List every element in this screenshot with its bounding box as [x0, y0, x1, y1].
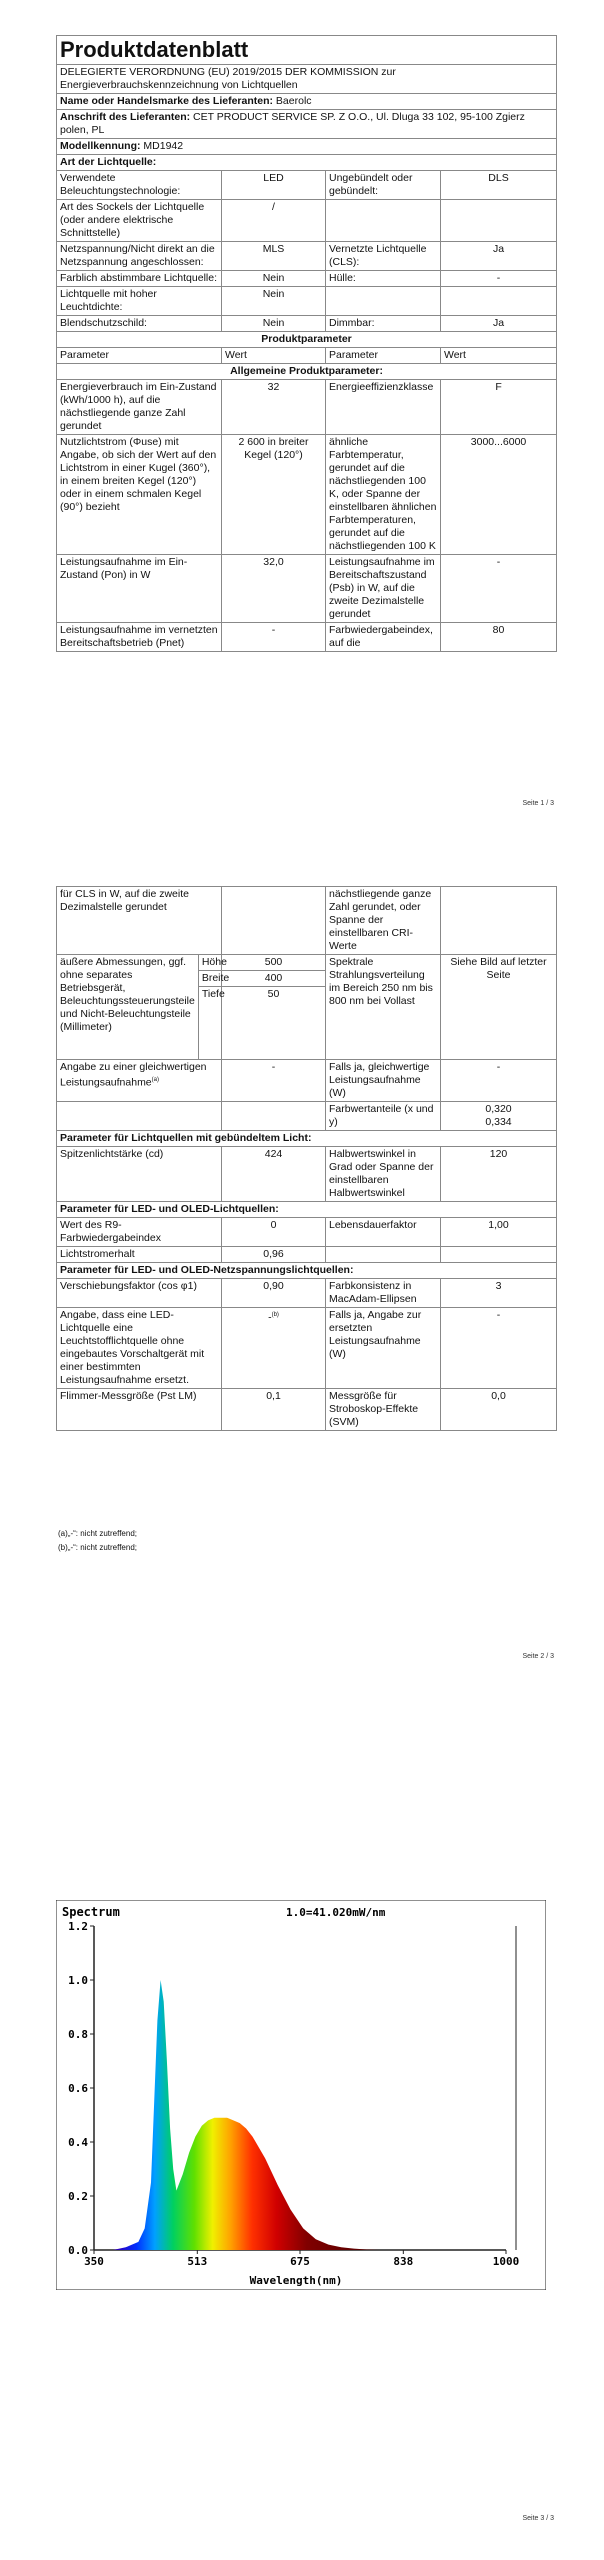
param-value: 424: [222, 1147, 326, 1202]
param-label-text: Angabe zu einer gleichwertigen Leistungsaufnahme: [60, 1061, 207, 1089]
param-label: Nutzlichtstrom (Φuse) mit Angabe, ob sich der Wert auf den Lichtstrom in einer Kugel (360°), in einem breiten Kegel (120°) oder in einem schmalen Kegel (90°) bezieht: [57, 435, 222, 555]
param-label: Verwendete Beleuchtungstechnologie:: [57, 171, 222, 200]
param-label: Lichtstromerhalt: [57, 1247, 222, 1263]
param-label: Dimmbar:: [326, 316, 441, 332]
x-tick-label: 1000: [492, 2255, 520, 2268]
param-label: Leistungsaufnahme im vernetzten Bereitschaftsbetrieb (Pnet): [57, 623, 222, 652]
param-label: Leistungsaufnahme im Ein-Zustand (Pon) in W: [57, 555, 222, 623]
chromaticity-y: 0,334: [485, 1116, 512, 1128]
y-tick-label: 0.4: [68, 2136, 88, 2149]
x-tick-label: 675: [290, 2255, 310, 2268]
table-row: [57, 435, 557, 555]
page-title: Produktdatenblatt: [57, 36, 557, 65]
param-label: [57, 1060, 222, 1102]
x-tick-label: 513: [187, 2255, 208, 2268]
param-label: Farbkonsistenz in MacAdam-Ellipsen: [326, 1279, 441, 1308]
table-row: [57, 555, 557, 623]
column-header: Parameter: [326, 348, 441, 364]
supplier-address-row: [57, 110, 557, 139]
param-value: [441, 287, 557, 316]
param-value: -: [441, 555, 557, 623]
param-value: F: [441, 380, 557, 435]
param-value: -: [222, 623, 326, 652]
model-id: MD1942: [143, 140, 184, 152]
y-tick-label: 1.0: [68, 1974, 88, 1987]
supplier-address-label: Anschrift des Lieferanten:: [60, 111, 191, 123]
chromaticity-x: 0,320: [485, 1103, 512, 1115]
footnote-ref: (a): [151, 1077, 159, 1083]
param-value: 0,96: [222, 1247, 326, 1263]
param-label: nächstliegende ganze Zahl gerundet, oder Spanne der einstellbaren CRI-Werte: [326, 887, 441, 955]
param-label: Halbwertswinkel in Grad oder Spanne der einstellbaren Halbwertswinkel: [326, 1147, 441, 1202]
param-value: Nein: [222, 316, 326, 332]
column-header: Wert: [441, 348, 557, 364]
table-row: [57, 242, 557, 271]
dimensions-label: äußere Abmessungen, ggf. ohne separates Betriebsgerät, Beleuchtungssteuerungsteile und Nicht-Beleuchtungsteile (Millimeter): [57, 955, 198, 1059]
param-value: /: [222, 200, 326, 242]
param-value: DLS: [441, 171, 557, 200]
param-value: Ja: [441, 242, 557, 271]
param-label: Spitzenlichtstärke (cd): [57, 1147, 222, 1202]
x-tick-label: 838: [393, 2255, 414, 2268]
table-header-row: [57, 348, 557, 364]
page-footer: Seite 1 / 3: [522, 800, 554, 807]
y-tick-label: 0.2: [68, 2190, 88, 2203]
page-footer: Seite 2 / 3: [522, 1653, 554, 1660]
empty-cell: [441, 1247, 557, 1263]
param-value: 32: [222, 380, 326, 435]
param-label: Leistungsaufnahme im Bereitschaftszustand (Psb) in W, auf die zweite Dezimalstelle gerundet: [326, 555, 441, 623]
param-label: Spektrale Strahlungsverteilung im Bereich 250 nm bis 800 nm bei Vollast: [326, 955, 441, 1060]
param-value: [441, 887, 557, 955]
param-value: 0,0: [441, 1389, 557, 1431]
regulation-subtitle: DELEGIERTE VERORDNUNG (EU) 2019/2015 DER KOMMISSION zur Energieverbrauchskennzeichnung von Lichtquellen: [57, 65, 557, 94]
param-value: 0: [222, 1218, 326, 1247]
param-value: 3: [441, 1279, 557, 1308]
dim-key: Tiefe: [201, 988, 225, 1000]
param-value: -: [441, 1308, 557, 1389]
column-header: Parameter: [57, 348, 222, 364]
spectrum-chart: [56, 1900, 546, 2290]
param-label: Falls ja, Angabe zur ersetzten Leistungsaufnahme (W): [326, 1308, 441, 1389]
section-heading: Parameter für Lichtquellen mit gebündeltem Licht:: [57, 1131, 557, 1147]
table-row: [57, 1218, 557, 1247]
param-value: MLS: [222, 242, 326, 271]
param-value: -: [222, 1060, 326, 1102]
footnote-b: (b)„-“: nicht zutreffend;: [58, 1543, 137, 1552]
section-heading: Parameter für LED- und OLED-Lichtquellen:: [57, 1202, 557, 1218]
dim-value: 500: [222, 955, 325, 971]
param-label: Farbwiedergabeindex, auf die: [326, 623, 441, 652]
param-label: Energieverbrauch im Ein-Zustand (kWh/1000 h), auf die nächstliegende ganze Zahl gerundet: [57, 380, 222, 435]
dim-value: 400: [222, 971, 325, 987]
param-label: Energieeffizienzklasse: [326, 380, 441, 435]
param-label: Farblich abstimmbare Lichtquelle:: [57, 271, 222, 287]
param-value: [222, 887, 326, 955]
param-label: [326, 200, 441, 242]
param-value: Nein: [222, 287, 326, 316]
table-row: [57, 1247, 557, 1263]
param-value: 80: [441, 623, 557, 652]
table-row: [57, 1389, 557, 1431]
light-source-type-heading: Art der Lichtquelle:: [57, 155, 557, 171]
param-label: Hülle:: [326, 271, 441, 287]
x-tick-label: 350: [84, 2255, 104, 2268]
dimensions-row: [57, 955, 557, 1060]
dim-value: 50: [267, 988, 280, 1000]
param-value: Ja: [441, 316, 557, 332]
model-label: Modellkennung:: [60, 140, 141, 152]
table-row: [57, 1147, 557, 1202]
param-label: Lebensdauerfaktor: [326, 1218, 441, 1247]
supplier-name-row: [57, 94, 557, 110]
param-value-text: -: [268, 1311, 272, 1324]
table-row: [57, 271, 557, 287]
table-row: [57, 1060, 557, 1102]
table-row: [57, 316, 557, 332]
param-value: 120: [441, 1147, 557, 1202]
param-label: Wert des R9-Farbwiedergabeindex: [57, 1218, 222, 1247]
param-label: Messgröße für Stroboskop-Effekte (SVM): [326, 1389, 441, 1431]
dimensions-cell: [57, 955, 230, 1060]
dim-key: Höhe: [198, 955, 232, 971]
param-label: Netzspannung/Nicht direkt an die Netzspannung angeschlossen:: [57, 242, 222, 271]
footnote-a: (a)„-“: nicht zutreffend;: [58, 1529, 137, 1538]
param-value: -: [441, 271, 557, 287]
supplier-address: CET PRODUCT SERVICE SP. Z O.O., Ul. Dluga 33 102, 95-100 Zgierz polen, PL: [60, 111, 525, 136]
param-value: 1,00: [441, 1218, 557, 1247]
table-row: [57, 623, 557, 652]
table-row: [57, 1308, 557, 1389]
table-row: [57, 1279, 557, 1308]
param-value: 2 600 in breiter Kegel (120°): [222, 435, 326, 555]
datasheet-page1: [56, 35, 557, 652]
param-label: Flimmer-Messgröße (Pst LM): [57, 1389, 222, 1431]
param-label: für CLS in W, auf die zweite Dezimalstelle gerundet: [57, 887, 222, 955]
param-value: Siehe Bild auf letzter Seite: [441, 955, 557, 1060]
param-label: Angabe, dass eine LED-Lichtquelle eine Leuchtstofflichtquelle ohne eingebautes Vorschaltgerät mit einer bestimmten Leistungsaufnahme ersetzt.: [57, 1308, 222, 1389]
y-tick-label: 0.6: [68, 2082, 88, 2095]
y-tick-label: 0.0: [68, 2244, 88, 2257]
param-label: Lichtquelle mit hoher Leuchtdichte:: [57, 287, 222, 316]
empty-cell: [222, 1102, 326, 1131]
empty-cell: [326, 1247, 441, 1263]
param-value: 3000...6000: [441, 435, 557, 555]
column-header: Wert: [222, 348, 326, 364]
param-label: Falls ja, gleichwertige Leistungsaufnahme (W): [326, 1060, 441, 1102]
table-row: [57, 287, 557, 316]
table-row: [57, 1102, 557, 1131]
product-parameters-heading: Produktparameter: [57, 332, 557, 348]
supplier-name-label: Name oder Handelsmarke des Lieferanten:: [60, 95, 273, 107]
param-value: 0,1: [222, 1389, 326, 1431]
supplier-name: Baerolc: [275, 95, 312, 107]
x-axis-label: Wavelength(nm): [249, 2274, 343, 2287]
datasheet-page2: [56, 886, 557, 1431]
section-heading: Parameter für LED- und OLED-Netzspannungslichtquellen:: [57, 1263, 557, 1279]
dimensions-values: [222, 955, 326, 1060]
chart-annotation: 1.0=41.020mW/nm: [286, 1906, 386, 1919]
param-value: [441, 200, 557, 242]
param-value: 32,0: [222, 555, 326, 623]
param-label: ähnliche Farbtemperatur, gerundet auf die nächstliegenden 100 K, oder Spanne der einstellbaren ähnlichen Farbtemperaturen, gerundet auf die nächstliegenden 100 K: [326, 435, 441, 555]
empty-cell: [57, 1102, 222, 1131]
table-row: [57, 200, 557, 242]
model-row: [57, 139, 557, 155]
param-label: Vernetzte Lichtquelle (CLS):: [326, 242, 441, 271]
param-label: Ungebündelt oder gebündelt:: [326, 171, 441, 200]
dim-key: Breite: [198, 971, 232, 987]
table-row: [57, 171, 557, 200]
dimensions-table: [57, 955, 232, 1059]
general-parameters-heading: Allgemeine Produktparameter:: [57, 364, 557, 380]
y-tick-label: 0.8: [68, 2028, 88, 2041]
param-label: Blendschutzschild:: [57, 316, 222, 332]
param-label: [326, 287, 441, 316]
chart-title: Spectrum: [62, 1905, 120, 1919]
param-value: Nein: [222, 271, 326, 287]
param-value: [441, 1102, 557, 1131]
table-row: [57, 380, 557, 435]
y-tick-label: 1.2: [68, 1920, 88, 1933]
param-value: [222, 1308, 326, 1389]
param-label: Verschiebungsfaktor (cos φ1): [57, 1279, 222, 1308]
footnote-ref: (b): [271, 1312, 279, 1318]
param-value: 0,90: [222, 1279, 326, 1308]
param-label: Farbwertanteile (x und y): [326, 1102, 441, 1131]
param-value: LED: [222, 171, 326, 200]
table-row: [57, 887, 557, 955]
param-label: Art des Sockels der Lichtquelle (oder andere elektrische Schnittstelle): [57, 200, 222, 242]
param-value: -: [441, 1060, 557, 1102]
page-footer: Seite 3 / 3: [522, 2515, 554, 2522]
